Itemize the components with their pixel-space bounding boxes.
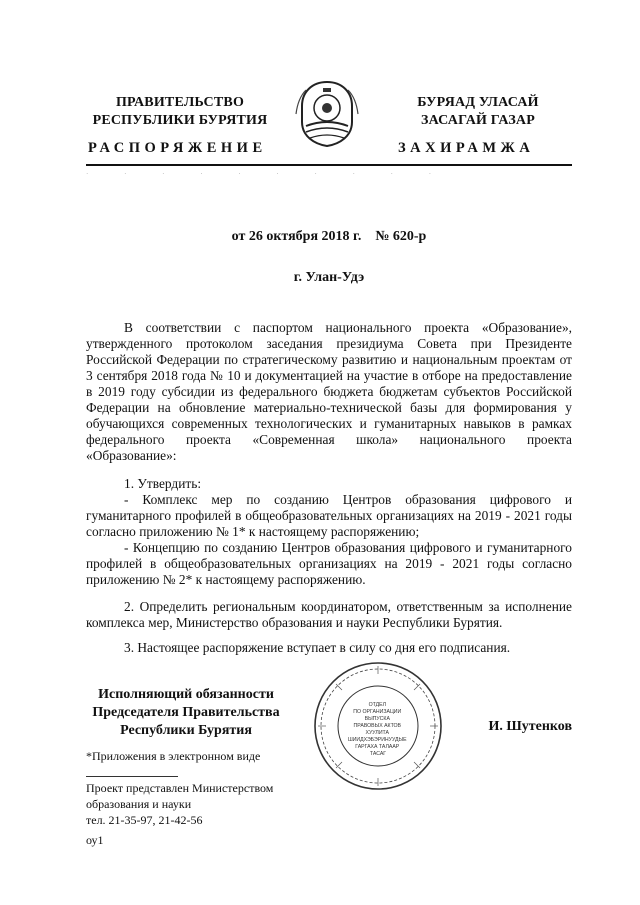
stamp-line6: ШИИДХЭБЭРИНУУДЫЕ [347, 737, 407, 743]
item3-paragraph: 3. Настоящее распоряжение вступает в силу со дня его подписания. [124, 640, 511, 655]
intro-paragraph: В соответствии с паспортом национального проекта «Образование», утвержденного протоколом заседания президиума Совета при Президенте Российской Федерации по стратегическому развитию и национальным проектам от 3 сентября 2018 года № 10 и документацией на участие в отборе на предоставление в 2019 году субсидии из федерального бюджета бюджетам субъектов Российской Федерации на обновление материально-технической базы для формирования у обучающихся современных технологических и гуманитарных навыков в рамках федерального проекта «Современная школа» национального проекта «Образование»: [86, 320, 572, 463]
svg-text:ОТДЕЛ ПО ОРГАНИЗАЦИИ [348, 702, 408, 757]
doc-code: оу1 [86, 833, 104, 847]
project-line1: Проект представлен Министерством [86, 781, 274, 795]
stamp-line7: ГАРГАХА ТАЛААР [355, 744, 400, 750]
appendix-note: *Приложения в электронном виде [86, 749, 261, 763]
item1-list-b: - Концепцию по созданию Центров образования цифрового и гуманитарного профилей в общеобразовательных организациях на 2019 - 2021 годы согласно приложению № 2* к настоящему распоряжению. [86, 540, 572, 587]
stamp-line5: ХУУЛИТА [365, 730, 390, 736]
gov-name-bur-line2: ЗАСАГАЙ ГАЗАР [420, 113, 535, 128]
stamp-line2: ПО ОРГАНИЗАЦИИ [353, 709, 402, 715]
item1-list-a: - Комплекс мер по созданию Центров образования цифрового и гуманитарного профилей в общеобразовательных организациях на 2019 - 2021 годы согласно приложению № 1* к настоящему распоряжению; [86, 492, 572, 539]
item2-paragraph: 2. Определить региональным координатором, ответственным за исполнение комплекса мер, Министерство образования и науки Республики Бурятия. [86, 599, 572, 630]
item1-title: 1. Утвердить: [124, 476, 202, 491]
footer-divider [86, 776, 178, 777]
official-stamp [312, 660, 444, 792]
header-left [90, 94, 270, 130]
project-line2: образования и науки [86, 797, 192, 811]
stamp-line1: ОТДЕЛ [368, 702, 386, 708]
stamp-line8: ТАСАГ [369, 751, 387, 757]
header-divider [86, 164, 572, 166]
project-phone: тел. 21-35-97, 21-42-56 [86, 813, 203, 827]
signatory-position-line1: Исполняющий обязанности [98, 687, 274, 702]
coat-of-arms-emblem [292, 78, 362, 150]
signatory-position-line3: Республики Бурятия [120, 723, 252, 738]
header-right [388, 94, 568, 130]
signatory-position-line2: Председателя Правительства [92, 705, 280, 720]
divider-dots: · · · · · · · · · · [86, 170, 434, 178]
project-info [86, 780, 273, 828]
doc-type-bur: ЗАХИРАМЖА [398, 140, 535, 156]
stamp-line3: ВЫПУСКА [364, 716, 390, 722]
stamp-line4: ПРАВОВЫХ АКТОВ [353, 723, 402, 729]
gov-name-bur-line1: БУРЯАД УЛАСАЙ [417, 95, 539, 110]
signatory-name: И. Шутенков [488, 719, 572, 734]
doc-date-number: от 26 октября 2018 г. № 620-р [231, 229, 427, 244]
doc-city: г. Улан-Удэ [293, 270, 365, 285]
doc-type-ru: РАСПОРЯЖЕНИЕ [88, 140, 267, 156]
signatory-position [86, 686, 286, 740]
gov-name-ru-line2: РЕСПУБЛИКИ БУРЯТИЯ [92, 113, 268, 128]
gov-name-ru-line1: ПРАВИТЕЛЬСТВО [115, 95, 245, 110]
